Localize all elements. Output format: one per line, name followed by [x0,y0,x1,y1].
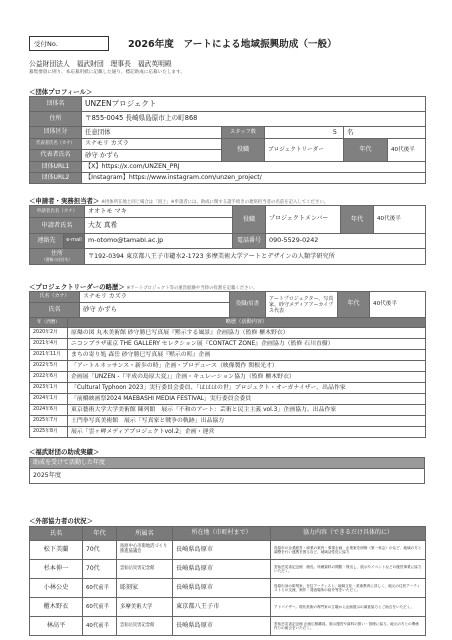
grant-year: 2025年度 [30,469,425,484]
history-row [30,416,426,427]
org-url2-label: 団体URL2 [30,173,82,184]
partner-col-org: 所属名 [117,527,173,541]
leader-table [29,291,426,438]
history-year: 2022年5月 [30,361,68,372]
history-row [30,372,426,383]
rep-kana: スナモリ カズラ [82,139,222,150]
partner-location: 長崎県島原市 [173,617,271,636]
applicant-address-sublabel: （書類の送付先） [41,256,73,262]
staff-count-unit: 名 [344,127,426,139]
profile-table [29,96,426,184]
org-name-label: 団体名 [30,97,82,112]
partner-location: 長崎県島原市 [173,560,271,579]
partner-org: 雲仙岳災害記念館 [117,560,173,579]
partner-org: 多摩美術大学 [117,598,173,617]
history-year: 2021年11月 [30,350,68,361]
history-year: 2022年6月 [30,372,68,383]
history-year: 2023年1月 [30,383,68,394]
partner-age: 70代 [83,560,117,579]
partners-section-title: ＜外部協力者の状況＞ [29,517,93,525]
applicant-address-label: 住所 [50,250,63,258]
addressee: 公益財団法人 福武財団 理事長 福武英明殿 [29,60,172,68]
partner-name: 松下美蘭 [30,541,83,560]
applicant-age: 40代後半 [374,206,426,234]
rep-role-label: 役職 [222,139,265,162]
partners-table [29,526,426,636]
partner-col-age: 年代 [83,527,117,541]
history-row [30,405,426,416]
applicant-section-title: ＜申請者・実務担当者＞ [29,197,100,205]
partner-detail: 雲仙岳災害記念館 企画広報職員。展示運営や資料の扱い・管理に協力。地元の方との関係作りの助言をいただく。 [271,617,426,636]
history-year: 2021年4月 [30,339,68,350]
history-row [30,328,426,339]
partner-age: 40代前半 [83,617,117,636]
applicant-age-label: 年代 [341,206,374,234]
history-activity-header: 略歴（活動内容） [68,318,426,328]
history-text: 土門拳写真美術館 展示「写真家と戦争の軌跡」出品協力 [68,416,426,427]
history-text: ニコンプラザ東京 THE GALLERY セレクション展『CONTACT ZONE』企画協力（監修 石川直樹） [68,339,426,350]
history-text: 企画展「UNZEN -『平成の島原大変』」企画・キュレーション協力（監修 櫃木野衣） [68,372,426,383]
partner-col-location: 所在地（市町村まで） [173,527,271,541]
history-text: 「アートルネッサンス・新歩の時」企画・プロデュース（映像製作 関根光才） [68,361,426,372]
org-category: 任意団体 [82,127,222,139]
partner-location: 長崎県島原市 [173,579,271,598]
history-text: 東京藝術大学大学美術館 陳列館 展示「不和のアート：芸術と民主主義 vol.3」企画協力、出品作家 [68,405,426,416]
partner-col-name: 氏名 [30,527,83,541]
staff-count: 5 [265,127,344,139]
rep-age-label: 年代 [344,139,388,162]
grant-table [29,457,425,484]
history-row [30,383,426,394]
history-year-header: 年（西暦） [30,318,68,328]
history-row [30,361,426,372]
rep-role: プロジェクトリーダー [265,139,344,162]
history-row [30,339,426,350]
contact-label: 連絡先 [30,234,64,249]
partner-org: 彫刻家 [117,579,173,598]
reception-number-box [29,36,109,51]
page-title: 2026年度 アートによる地域振興助成（一般） [128,39,337,50]
partner-age: 60代前半 [83,579,117,598]
org-address-label: 住所 [30,112,82,127]
leader-name: 砂守 かずら [80,303,230,318]
applicant-section-heading [29,196,328,205]
leader-kana-label: 氏名（カナ） [30,292,80,303]
rep-age: 40代後半 [388,139,426,162]
partner-col-detail: 協力内容（できるだけ具体的に） [271,527,426,541]
rep-name-label: 代表者氏名 [30,150,82,162]
partner-detail: 雲仙岳災害記念館 館長。所蔵資料の閲覧・貸出し、展示やイベントなどの運営事業に協力いただく。 [271,560,426,579]
leader-section-heading [29,282,257,291]
reception-number-label: 受付No. [34,40,58,48]
leader-position-label: 役職/肩書 [230,292,266,318]
email-label: e-mail [64,234,85,249]
partner-name: 櫃木野衣 [30,598,83,617]
partner-name: 小林公史 [30,579,83,598]
leader-section-title: ＜プロジェクトリーダーの略歴＞ [29,283,125,291]
leader-kana: スナモリ カズラ [80,292,230,303]
partner-row [30,617,426,636]
partner-age: 70代 [83,541,117,560]
org-url1-label: 団体URL1 [30,162,82,173]
partner-row [30,598,426,617]
history-year: 2024年6月 [30,405,68,416]
grant-header: 助成を受けて活動した年度 [30,458,425,469]
org-category-label: 団体区分 [30,127,82,139]
history-text: 展示「雲ヶ岬メディアプロジェクトvol.2」企画・運営 [68,427,426,438]
partner-name: 林高平 [30,617,83,636]
applicant-table [29,205,426,265]
history-year: 2024年1月 [30,394,68,405]
history-text: 「前橋映画祭2024 MAEBASHI MEDIA FESTIVAL」実行委員会委員 [68,394,426,405]
applicant-kana: オオトモ マキ [85,206,233,218]
history-text: 「Cultural Typhoon 2023」実行委員会委員、「はははの世」プロジェクト・オーガナイザー、出品作家 [68,383,426,394]
rep-name: 砂守 かずら [82,150,222,162]
partner-age: 60代前半 [83,598,117,617]
history-row [30,350,426,361]
applicant-section-note: ※団体所在地と同じ場合は「同上」※申請者には、助成に関する諸手続きの連絡担当者の名前を記入してください。 [101,200,329,205]
partner-row [30,579,426,598]
rep-kana-label: 代表者氏名（カナ） [30,139,82,150]
leader-age-label: 年代 [338,292,370,318]
org-url1[interactable]: 【X】https://x.com/UNZEN_PRJ [82,162,426,173]
history-year: 2020年2月 [30,328,68,339]
history-row [30,394,426,405]
applicant-address: 〒192-0394 東京都八王子市鑓水2-1723 多摩美術大学アートとデザインの人類学研究所 [85,249,426,265]
org-name: UNZENプロジェクト [82,97,426,112]
leader-section-note: ※アートプロジェクト等の運営経験や当時の役割を記載ください。 [126,286,258,291]
history-text: 原爆の図 丸木美術館 砂守勝巳写真展『黙示する風景』企画協力（監修 櫃木野衣） [68,328,426,339]
partner-row [30,541,426,560]
leader-position: アートプロジェクター、写真家、砂守メディアアーカイブス代表 [266,292,338,318]
partner-detail: 島原出身の彫刻家。在住アーティスト。地域文化・美術教育に詳しく、地元の住民アーティストとの交流、制作・発表場所の紹介等をいただく。 [271,579,426,598]
partner-detail: アドバイザー。現代美術の専門家の立場から企画展示の調査協力とご助言をいただく。 [271,598,426,617]
applicant-kana-label: 申請者氏名（カナ） [30,206,85,218]
org-address: 〒855-0045 長崎県島原市上の町868 [82,112,426,127]
history-year: 2025年8月 [30,427,68,438]
partner-row [30,560,426,579]
partner-org: 雲仙岳災害記念館 [117,617,173,636]
history-row [30,427,426,438]
partner-location: 長崎県島原市 [173,541,271,560]
applicant-address-label-cell [30,249,85,265]
phone-label: 電話番号 [233,234,266,249]
partner-org: 島原中心市街地活づくり推進協議会 [117,541,173,560]
partner-detail: 島原市の企業経営・商業の案内・事業企画、企業案を研修（第一家会）のなど、地域の方と調整を行い連携を図るなど、地域活性化に協力 [271,541,426,560]
leader-age: 40代後半 [370,292,426,318]
profile-section-title: ＜団体プロフィール＞ [29,88,93,96]
staff-count-label: スタッフ数 [222,127,265,139]
applicant-email[interactable]: m-otomo@tamabi.ac.jp [85,234,233,249]
applicant-name-label: 申請者氏名 [30,218,85,234]
grant-section-title: ＜福武財団の助成実績＞ [29,448,100,456]
applicant-role: プロジェクトメンバー [266,206,341,234]
application-notice: 募集要項に則り、本応募用紙に記載した通り、標記助成に応募いたします。 [29,70,185,75]
history-year: 2025年7月 [30,416,68,427]
history-text: まちの寄り処 森岳 砂守勝巳写真展『黙示の町』企画 [68,350,426,361]
org-url2[interactable]: 【Instagram】https://www.instagram.com/unzen_project/ [82,173,426,184]
applicant-phone: 090-5529-0242 [266,234,426,249]
partner-location: 東京都八王子市 [173,598,271,617]
leader-name-label: 氏名 [30,303,80,318]
partner-name: 杉本伸一 [30,560,83,579]
applicant-role-label: 役職 [233,206,266,234]
applicant-name: 大友 真希 [85,218,233,234]
